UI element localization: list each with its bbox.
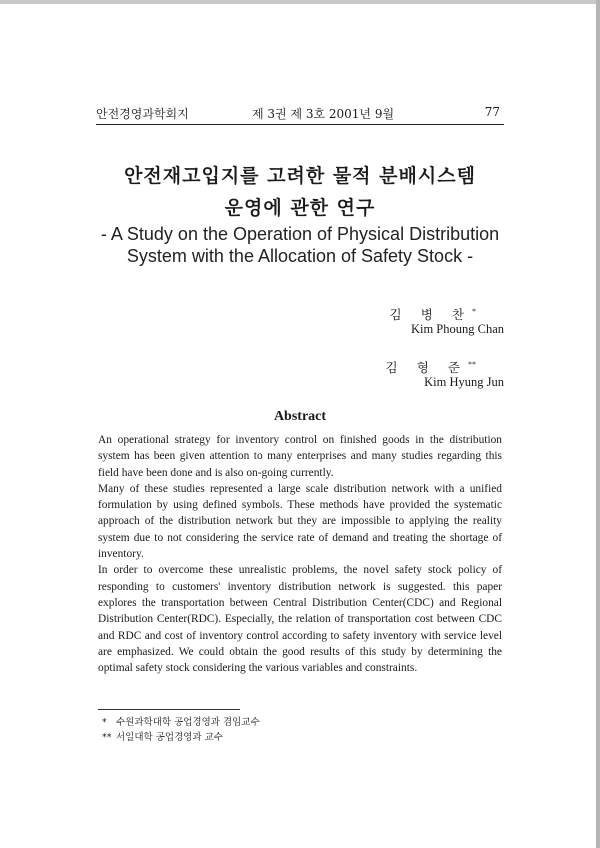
footnote-rule [98, 709, 240, 710]
footnote-item [102, 730, 260, 745]
footnote-mark: ** [102, 732, 112, 743]
footnotes [102, 715, 260, 745]
author1-mark: * [472, 306, 476, 316]
page-number: 77 [484, 105, 500, 119]
korean-title-line1: 안전재고입지를 고려한 물적 분배시스템 [124, 165, 476, 187]
abstract-body [98, 432, 502, 676]
footnote-text: 서일대학 공업경영과 교수 [116, 732, 223, 743]
header-rule [96, 124, 504, 125]
author1-korean-name: 김 병 찬* [389, 306, 476, 322]
abstract-paragraph: In order to overcome these unrealistic problems, the novel safety stock policy of responding to customers' inventory distribution network is suggested. this paper explores the transportation between Central Distribution Center(CDC) and Regional Distribution Center(RDC). Especially, the relation of transportation cost between CDC and RDC and cost of inventory control according to safety inventory with service level are emphasized. We could obtain the good results of this study by determining the optimal safety stock considering the various variables and constraints. [98, 564, 502, 675]
english-title-line1: - A Study on the Operation of Physical Distribution [100, 224, 500, 244]
journal-name: 안전경영과학회지 [96, 107, 189, 121]
author2-english-name: Kim Hyung Jun [424, 375, 504, 389]
footnote-mark: * [102, 717, 107, 728]
abstract-paragraph: An operational strategy for inventory control on finished goods in the distribution system has been given attention to many enterprises and many studies regarding this field have been done and is also on-going currently. [98, 434, 502, 479]
author1-english-name: Kim Phoung Chan [410, 322, 504, 336]
author2-korean-name: 김 형 준** [385, 359, 476, 375]
page-edge-top [0, 0, 600, 4]
issue-info: 제 3권 제 3호 2001년 9월 [252, 107, 395, 121]
korean-title-line2: 운영에 관한 연구 [224, 197, 376, 219]
abstract-heading: Abstract [273, 409, 327, 424]
english-title-line2: System with the Allocation of Safety Stock - [126, 246, 474, 266]
footnote-text: 수원과학대학 공업경영과 겸임교수 [116, 717, 260, 728]
footnote-item [102, 715, 260, 730]
abstract-paragraph: Many of these studies represented a large scale distribution network with a unified formulation by using defined symbols. These methods have provided the systematic approach of the distribution network but they are impossible to applying the reality system due to not considering the service rate of demand and treating the shortage of inventory. [98, 482, 502, 561]
author2-mark: ** [468, 359, 476, 369]
